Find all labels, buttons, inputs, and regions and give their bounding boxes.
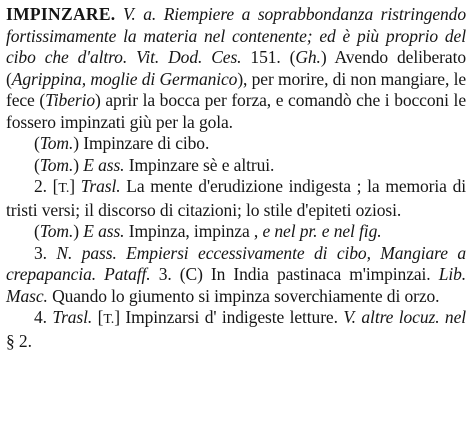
usage-label: Trasl. [80,176,121,196]
bracket-close: ] [69,176,75,196]
source-citation: Vit. Dod. Ces. [136,47,242,67]
usage-label: nel fig. [333,221,382,241]
quotation-text: ), per morire, di non mangiare, le fece ( [6,68,466,110]
quotation-gloss: Agrippina, moglie di Germanico [11,68,238,89]
source-abbreviation: C [185,264,198,284]
grammar-label: V. a. [123,4,157,24]
usage-label: e nel pr. [262,221,318,241]
quotation-text: ) Avendo deliberato ( [6,47,466,89]
paren-open: ( [34,154,40,175]
cross-reference: V. altre locuz. nel [343,307,467,327]
usage-label: E ass. [83,154,125,175]
sense-number: 4. [34,307,47,327]
sense-text: ] Impinzarsi d' indigeste letture. [114,307,338,327]
source-abbreviation: Gh. [295,47,321,67]
sense-number: 2. [ [34,176,59,196]
quotation-text: ) In India pastinaca m'impinzai. [197,264,431,284]
sense-number: 3. [34,242,47,263]
source-abbreviation: T. [58,181,70,196]
example-line [6,133,466,155]
citation-page: 3. ( [158,264,186,284]
definition-text: Riempiere a soprabbondanza ristringendo fortissimamente la materia nel contenente [6,4,466,46]
paren-close: ) [73,154,79,175]
headword: IMPINZARE. [6,4,116,24]
quotation-text: Quando lo giumento si impinza soverchiamente di orzo. [52,285,440,306]
sense-4-paragraph [6,307,466,352]
quotation-text: ) aprir la bocca per forza, e comandò che i bocconi le fossero impinzati giù per la gola. [6,90,466,132]
definition-paragraph [6,4,466,133]
dictionary-entry [6,4,466,352]
paren-open: ( [34,221,40,241]
sense-3-paragraph [6,243,466,308]
source-abbreviation: Tom. [39,133,74,153]
usage-label: E ass. [83,221,125,241]
example-line [6,221,466,243]
usage-label: e [321,221,330,241]
source-abbreviation: Tom. [39,221,74,241]
bracket-open: [ [97,307,104,327]
quotation-gloss: Tiberio [45,90,95,110]
example-text: Impinzare sè e altrui. [128,154,275,175]
sense-definition: N. pass. Empiersi eccessivamente di cibo, Mangiare a crepapancia. Pataff. [6,242,466,284]
source-abbreviation: Tom. [39,154,74,175]
source-abbreviation: T. [103,312,115,327]
paren-open: ( [34,133,40,153]
paren-close: ) [73,221,79,241]
source-citation: Lib. Masc. [6,264,467,306]
example-text: ) Impinzare di cibo. [73,133,210,153]
example-line [6,155,466,177]
example-text: Impinza, impinza , [128,221,259,241]
section-reference: § 2. [6,330,32,351]
sense-text: La mente d'erudizione indigesta ; la memoria di tristi versi; il discorso di citazioni; lo stile d'epiteti oziosi. [6,176,466,220]
definition-note: ; ed è più proprio del cibo che d'altro. [6,25,466,67]
citation-page: 151. ( [250,47,296,67]
sense-2-paragraph [6,176,466,221]
usage-label: Trasl. [52,307,93,327]
